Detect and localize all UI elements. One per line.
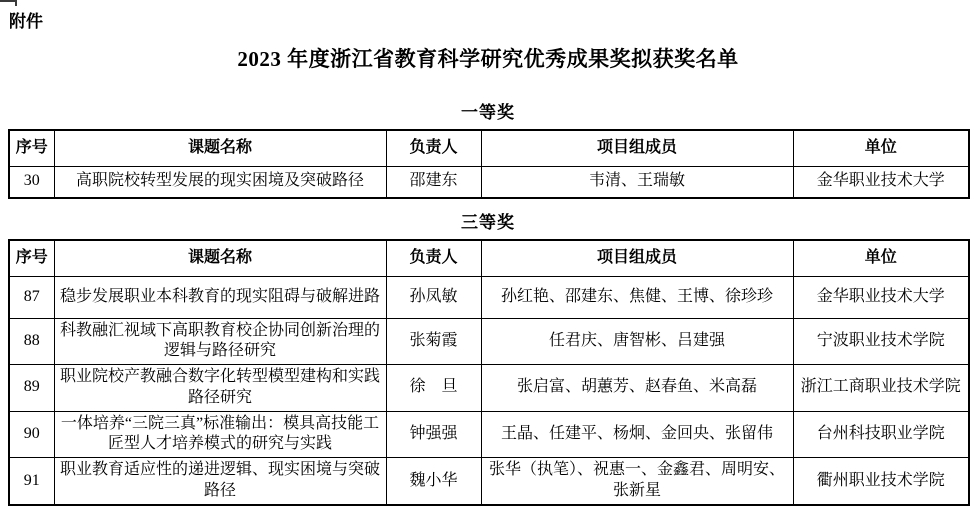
cell-unit: 浙江工商职业技术学院 [793, 365, 969, 412]
table-header-row [9, 240, 969, 276]
cell-leader: 孙凤敏 [386, 276, 481, 318]
cell-unit: 台州科技职业学院 [793, 411, 969, 458]
cell-members: 张华（执笔）、祝惠一、金鑫君、周明安、张新星 [481, 458, 793, 505]
col-header-project: 课题名称 [54, 240, 386, 276]
cell-unit: 金华职业技术大学 [793, 166, 969, 198]
cell-no: 90 [9, 411, 54, 458]
cell-leader: 魏小华 [386, 458, 481, 505]
cell-project: 职业教育适应性的递进逻辑、现实困境与突破路径 [54, 458, 386, 505]
table-row [9, 365, 969, 412]
table-row [9, 276, 969, 318]
cell-project: 一体培养“三院三真”标准输出：模具高技能工匠型人才培养模式的研究与实践 [54, 411, 386, 458]
table-header-row [9, 130, 969, 166]
cell-project: 高职院校转型发展的现实困境及突破路径 [54, 166, 386, 198]
cell-no: 89 [9, 365, 54, 412]
cell-unit: 金华职业技术大学 [793, 276, 969, 318]
cell-leader: 徐 旦 [386, 365, 481, 412]
cropped-border-artifact [0, 0, 17, 6]
cell-no: 91 [9, 458, 54, 505]
table-row [9, 318, 969, 365]
page-title: 2023 年度浙江省教育科学研究优秀成果奖拟获奖名单 [237, 47, 739, 71]
cell-project: 稳步发展职业本科教育的现实阻碍与破解进路 [54, 276, 386, 318]
third-prize-table [8, 239, 970, 506]
first-prize-table [8, 129, 970, 199]
attachment-label: 附件 [9, 12, 43, 31]
cell-members: 张启富、胡蕙芳、赵春鱼、米高磊 [481, 365, 793, 412]
table-row [9, 458, 969, 505]
cell-unit: 宁波职业技术学院 [793, 318, 969, 365]
cell-leader: 钟强强 [386, 411, 481, 458]
col-header-leader: 负责人 [386, 240, 481, 276]
cell-project: 职业院校产教融合数字化转型模型建构和实践路径研究 [54, 365, 386, 412]
cell-leader: 张菊霞 [386, 318, 481, 365]
col-header-members: 项目组成员 [481, 240, 793, 276]
col-header-no: 序号 [9, 130, 54, 166]
table-row [9, 166, 969, 198]
section-heading-third-prize: 三等奖 [461, 213, 515, 232]
col-header-no: 序号 [9, 240, 54, 276]
cell-no: 88 [9, 318, 54, 365]
table-row [9, 411, 969, 458]
cell-no: 30 [9, 166, 54, 198]
cell-members: 王晶、任建平、杨炯、金回央、张留伟 [481, 411, 793, 458]
cell-members: 韦清、王瑞敏 [481, 166, 793, 198]
col-header-members: 项目组成员 [481, 130, 793, 166]
cell-members: 孙红艳、邵建东、焦健、王博、徐珍珍 [481, 276, 793, 318]
col-header-leader: 负责人 [386, 130, 481, 166]
cell-unit: 衢州职业技术学院 [793, 458, 969, 505]
col-header-unit: 单位 [793, 240, 969, 276]
col-header-project: 课题名称 [54, 130, 386, 166]
cell-members: 任君庆、唐智彬、吕建强 [481, 318, 793, 365]
cell-leader: 邵建东 [386, 166, 481, 198]
col-header-unit: 单位 [793, 130, 969, 166]
cell-no: 87 [9, 276, 54, 318]
cell-project: 科教融汇视域下高职教育校企协同创新治理的逻辑与路径研究 [54, 318, 386, 365]
section-heading-first-prize: 一等奖 [461, 103, 515, 122]
